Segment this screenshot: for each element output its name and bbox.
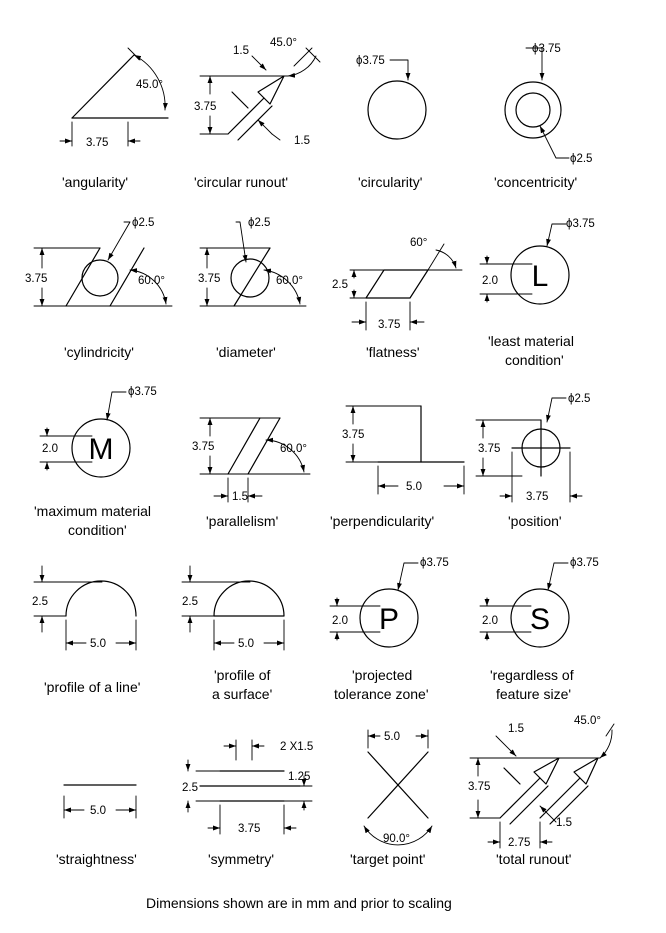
diameter-caption: 'diameter' (216, 344, 276, 360)
maximum-material-condition-dim-height: 2.0 (42, 443, 58, 455)
profile-of-a-surface-dim-width: 5.0 (238, 638, 254, 650)
least-material-condition-caption-line1: 'least material (488, 333, 574, 349)
circular-runout-caption: 'circular runout' (194, 174, 289, 190)
projected-tolerance-zone-caption-line1: 'projected (352, 667, 413, 683)
regardless-of-feature-size-symbol (480, 563, 569, 647)
projected-tolerance-zone-symbol (330, 563, 418, 647)
circular-runout-dim-height: 3.75 (194, 101, 217, 113)
parallelism-caption: 'parallelism' (206, 513, 279, 529)
regardless-of-feature-size-dim-height: 2.0 (482, 615, 498, 627)
least-material-condition-symbol (480, 224, 569, 304)
angularity-dim-width: 3.75 (86, 137, 109, 149)
symmetry-dim-width: 3.75 (238, 823, 261, 835)
symmetry-dim-height: 2.5 (182, 782, 198, 794)
maximum-material-condition-caption-line1: 'maximum material (34, 503, 152, 519)
concentricity-caption: 'concentricity' (494, 174, 578, 190)
least-material-condition-letter: L (531, 260, 549, 293)
least-material-condition-dim-height: 2.0 (482, 275, 498, 287)
cylindricity-dim-diameter: ϕ2.5 (132, 217, 155, 229)
total-runout-dim-angle: 45.0° (574, 715, 601, 727)
perpendicularity-caption: 'perpendicularity' (330, 513, 435, 529)
flatness-caption: 'flatness' (366, 344, 420, 360)
least-material-condition-caption-line2: condition' (505, 352, 564, 368)
cylindricity-dim-height: 3.75 (25, 273, 48, 285)
target-point-dim-width: 5.0 (384, 731, 400, 743)
parallelism-symbol (200, 418, 310, 502)
circularity-caption: 'circularity' (358, 174, 423, 190)
diameter-dim-diameter: ϕ2.5 (248, 217, 271, 229)
position-dim-diameter: ϕ2.5 (568, 393, 591, 405)
regardless-of-feature-size-caption-line2: feature size' (496, 686, 572, 702)
diameter-dim-height: 3.75 (198, 273, 221, 285)
angularity-symbol (60, 48, 168, 146)
footnote: Dimensions shown are in mm and prior to scaling (146, 895, 452, 911)
concentricity-symbol (505, 48, 569, 158)
profile-of-a-line-caption: 'profile of a line' (44, 679, 141, 695)
least-material-condition-dim-diameter: ϕ3.75 (566, 218, 595, 230)
circular-runout-dim-angle: 45.0° (270, 37, 297, 49)
total-runout-dim-width: 1.5 (508, 723, 524, 735)
total-runout-dim-spacing: 2.75 (508, 837, 531, 849)
concentricity-dim-outer: ϕ3.75 (532, 43, 561, 55)
parallelism-dim-height: 3.75 (192, 441, 215, 453)
circular-runout-symbol (200, 48, 320, 140)
angularity-caption: 'angularity' (62, 174, 129, 190)
symmetry-dim-offset: 1.25 (288, 771, 311, 783)
position-dim-height: 3.75 (478, 443, 501, 455)
target-point-symbol (364, 730, 432, 845)
target-point-dim-angle: 90.0° (383, 833, 410, 845)
maximum-material-condition-symbol (40, 392, 130, 477)
maximum-material-condition-dim-diameter: ϕ3.75 (128, 386, 157, 398)
profile-of-a-line-dim-width: 5.0 (90, 638, 106, 650)
straightness-dim-width: 5.0 (90, 805, 106, 817)
projected-tolerance-zone-dim-height: 2.0 (332, 615, 348, 627)
profile-of-a-line-symbol (34, 566, 136, 650)
flatness-symbol (350, 244, 462, 330)
parallelism-dim-gap: 1.5 (232, 491, 248, 503)
regardless-of-feature-size-dim-diameter: ϕ3.75 (570, 557, 599, 569)
total-runout-caption: 'total runout' (496, 851, 572, 867)
diameter-symbol (200, 222, 306, 306)
circularity-dim-diameter: ϕ3.75 (356, 55, 385, 67)
maximum-material-condition-caption-line2: condition' (68, 522, 127, 538)
cylindricity-dim-angle: 60.0° (138, 275, 165, 287)
flatness-dim-height: 2.5 (332, 279, 348, 291)
projected-tolerance-zone-dim-diameter: ϕ3.75 (420, 557, 449, 569)
circularity-symbol (368, 60, 426, 139)
total-runout-dim-height: 3.75 (468, 781, 491, 793)
target-point-caption: 'target point' (350, 851, 426, 867)
symmetry-dim-spacing: 2 X1.5 (280, 741, 314, 753)
circular-runout-dim-width: 1.5 (233, 45, 249, 57)
symmetry-caption: 'symmetry' (208, 851, 275, 867)
perpendicularity-dim-width: 5.0 (406, 481, 422, 493)
diameter-dim-angle: 60.0° (276, 275, 303, 287)
profile-of-a-surface-caption-line2: a surface' (212, 686, 273, 702)
concentricity-dim-inner: ϕ2.5 (570, 153, 593, 165)
parallelism-dim-angle: 60.0° (280, 443, 307, 455)
straightness-caption: 'straightness' (56, 851, 137, 867)
regardless-of-feature-size-letter: S (529, 603, 551, 636)
angularity-dim-angle: 45.0° (136, 79, 163, 91)
flatness-dim-angle: 60° (410, 237, 428, 249)
perpendicularity-symbol (346, 406, 464, 494)
flatness-dim-width: 3.75 (378, 319, 401, 331)
position-dim-width: 3.75 (526, 491, 549, 503)
symmetry-symbol (188, 740, 312, 834)
total-runout-symbol (470, 724, 614, 848)
cylindricity-caption: 'cylindricity' (64, 344, 134, 360)
circular-runout-dim-gap: 1.5 (294, 135, 310, 147)
profile-of-a-surface-dim-height: 2.5 (182, 596, 198, 608)
position-caption: 'position' (508, 513, 562, 529)
maximum-material-condition-letter: M (88, 433, 114, 466)
perpendicularity-dim-height: 3.75 (342, 429, 365, 441)
projected-tolerance-zone-caption-line2: tolerance zone' (334, 686, 429, 702)
profile-of-a-line-dim-height: 2.5 (32, 596, 48, 608)
regardless-of-feature-size-caption-line1: 'regardless of (490, 667, 574, 683)
cylindricity-symbol (34, 222, 172, 306)
total-runout-dim-gap: 1.5 (556, 817, 572, 829)
profile-of-a-surface-caption-line1: 'profile of (214, 667, 271, 683)
projected-tolerance-zone-letter: P (378, 603, 400, 636)
profile-of-a-surface-symbol (182, 566, 284, 650)
